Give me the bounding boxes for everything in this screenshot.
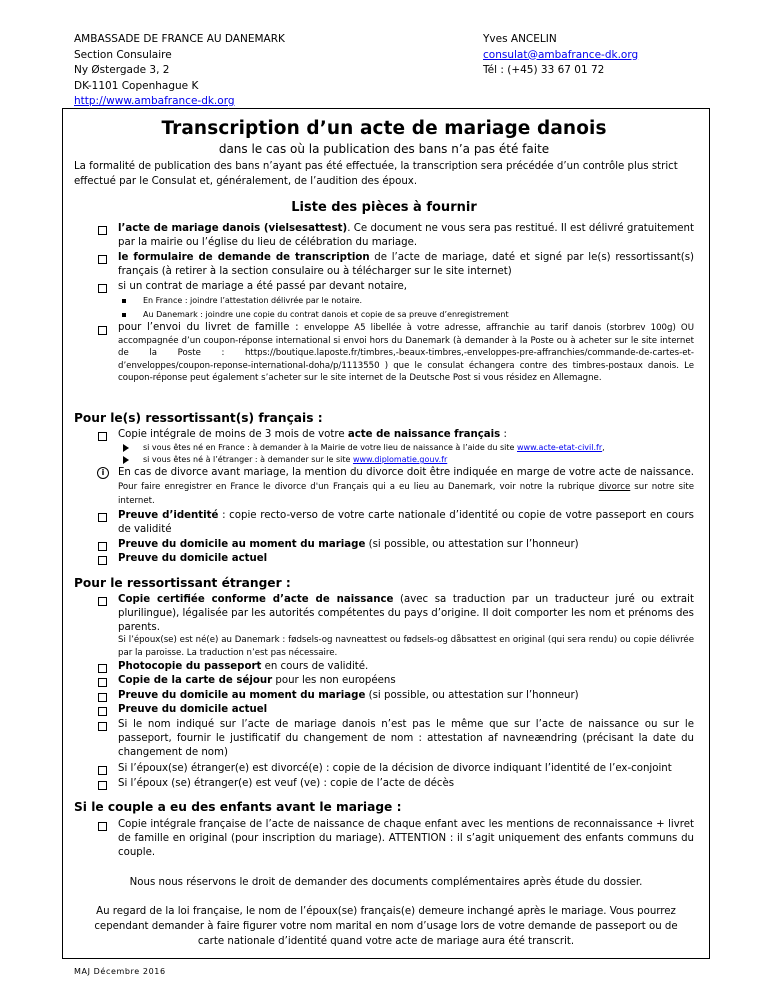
piece-acte-mariage: l’acte de mariage danois (vielsesattest). Ce document ne vous sera pas restitué. Il est délivré gratuitement par la mairie ou l’église du lieu de célébration du mariage. — [118, 223, 694, 248]
info-icon: i — [97, 467, 109, 479]
piece-livret: pour l’envoi du livret de famille : enveloppe A5 libellée à votre adresse, affranchie au tarif danois (storbrev 100g) OU accompagnée d’un coupon-réponse international si envoi hors du Danemark (à demander à la Poste ou à acheter sur le site internet de la Poste : https://boutique.laposte.fr/timbres,-beaux-timbres,-enveloppes-pre-affranchies/commande-de-cartes-et-d’enveloppes/coupon-reponse-international-doha/p/1113550 ) que le consulat échangera contre des timbres-postaux danois. Le coupon-réponse peut également s’acheter sur le site internet de la Deutsche Post si vous résidez en Allemagne. — [118, 322, 694, 383]
checkbox[interactable] — [98, 822, 107, 831]
contrat-danemark: Au Danemark : joindre une copie du contrat danois et copie de sa preuve d’enregistrement — [143, 310, 509, 319]
fr-domicile-actuel: Preuve du domicile actuel — [118, 553, 268, 564]
acte-etat-civil-link[interactable]: www.acte-etat-civil.fr — [517, 443, 603, 452]
bullet — [122, 313, 126, 317]
checkbox[interactable] — [98, 693, 107, 702]
checkbox[interactable] — [98, 326, 107, 335]
arrow-icon — [123, 456, 129, 464]
fr-divorce-info: En cas de divorce avant mariage, la mention du divorce doit être indiquée en marge de votre acte de naissance. Pour faire enregistrer en France le divorce d'un Français qui a eu lieu au Danemark, voir notre la rubrique divorce sur notre site internet. — [118, 467, 694, 506]
checkbox[interactable] — [98, 284, 107, 293]
children-heading: Si le couple a eu des enfants avant le mariage : — [74, 800, 402, 814]
page-title: Transcription d’un acte de mariage danois — [161, 118, 607, 139]
checkbox[interactable] — [98, 678, 107, 687]
embassy-name: AMBASSADE DE FRANCE AU DANEMARK — [74, 33, 285, 45]
city-address: DK-1101 Copenhague K — [74, 79, 199, 92]
fr-ne-etranger: si vous êtes né à l’étranger : à demander sur le site www.diplomatie.gouv.fr — [143, 455, 448, 464]
fr-ne-france: si vous êtes né en France : à demander à la Mairie de votre lieu de naissance à l’aide du site www.acte-etat-civil.fr, — [143, 443, 605, 452]
reserve-note: Nous nous réservons le droit de demander des documents complémentaires après étude du dossier. — [129, 877, 643, 888]
update-date: MAJ Décembre 2016 — [74, 967, 166, 976]
sender-address — [74, 32, 285, 110]
et-divorce: Si l’époux(se) étranger(e) est divorcé(e) : copie de la décision de divorce indiquant l’identité de l’ex-conjoint — [118, 763, 672, 774]
piece-contrat: si un contrat de mariage a été passé par devant notaire, — [118, 281, 407, 292]
contact-block — [483, 32, 638, 79]
et-domicile-mariage: Preuve du domicile au moment du mariage (si possible, ou attestation sur l’honneur) — [118, 690, 579, 701]
fr-domicile-mariage: Preuve du domicile au moment du mariage (si possible, ou attestation sur l’honneur) — [118, 539, 579, 550]
contact-phone: Tél : (+45) 33 67 01 72 — [483, 64, 605, 76]
checkbox[interactable] — [98, 432, 107, 441]
et-domicile-actuel: Preuve du domicile actuel — [118, 704, 268, 715]
et-veuf: Si l’époux (se) étranger(e) est veuf (ve) : copie de l’acte de décès — [118, 778, 455, 789]
checkbox[interactable] — [98, 781, 107, 790]
website-link[interactable]: http://www.ambafrance-dk.org — [74, 95, 235, 107]
street-address: Ny Østergade 3, 2 — [74, 64, 170, 76]
checkbox[interactable] — [98, 722, 107, 731]
checkbox[interactable] — [98, 542, 107, 551]
checkbox[interactable] — [98, 255, 107, 264]
checkbox[interactable] — [98, 707, 107, 716]
checkbox[interactable] — [98, 513, 107, 522]
contrat-france: En France : joindre l’attestation délivrée par le notaire. — [143, 296, 363, 305]
diplomatie-link[interactable]: www.diplomatie.gouv.fr — [352, 455, 448, 464]
et-carte-sejour: Copie de la carte de séjour pour les non européens — [118, 675, 396, 686]
contact-name: Yves ANCELIN — [483, 33, 557, 45]
checkbox[interactable] — [98, 597, 107, 606]
section-name: Section Consulaire — [74, 48, 172, 61]
email-link[interactable]: consulat@ambafrance-dk.org — [483, 48, 639, 61]
french-heading: Pour le(s) ressortissant(s) français : — [74, 411, 323, 425]
checkbox[interactable] — [98, 664, 107, 673]
arrow-icon — [123, 444, 129, 452]
page-subtitle: dans le cas où la publication des bans n’a pas été faite — [218, 142, 550, 156]
et-ne-danemark: Si l’époux(se) est né(e) au Danemark : fødsels-og navneattest ou fødsels-og dåbsattest en original (qui sera rendu) ou copie délivrée par la paroisse. La traduction n’est pas nécessaire. — [118, 635, 694, 658]
bullet — [122, 299, 126, 303]
law-note: Au regard de la loi française, le nom de l’époux(se) français(e) demeure inchangé après le mariage. Vous pourrez cependant demander à faire figurer votre nom marital en nom d’usage lors de votre demande de passeport ou de carte nationale d’identité quand votre acte de mariage aura été transcrit. — [94, 906, 678, 947]
list-heading: Liste des pièces à fournir — [291, 200, 477, 215]
foreign-heading: Pour le ressortissant étranger : — [74, 576, 291, 590]
children-acte: Copie intégrale française de l’acte de naissance de chaque enfant avec les mentions de reconnaissance + livret de famille en original (pour inscription du mariage). ATTENTION : il s’agit uniquement des enfants communs du couple. — [118, 819, 694, 858]
fr-identite: Preuve d’identité : copie recto-verso de votre carte nationale d’identité ou copie de votre passeport en cours de validité — [118, 510, 694, 535]
et-passeport: Photocopie du passeport en cours de validité. — [118, 661, 369, 672]
et-changement-nom: Si le nom indiqué sur l’acte de mariage danois n’est pas le même que sur l’acte de naissance ou sur le passeport, fournir le justificatif du changement de nom : attestation af navneændring (précisant la date du changement de nom) — [118, 719, 694, 758]
et-acte-naissance: Copie certifiée conforme d’acte de naissance (avec sa traduction par un traducteur juré ou extrait plurilingue), légalisée par les autorités compétentes du pays d’origine. Il doit comporter les nom et prénoms des parents. — [118, 594, 694, 633]
checkbox[interactable] — [98, 766, 107, 775]
fr-acte-naissance: Copie intégrale de moins de 3 mois de votre acte de naissance français : — [118, 429, 507, 440]
checkbox[interactable] — [98, 556, 107, 565]
intro-paragraph: La formalité de publication des bans n’ayant pas été effectuée, la transcription sera précédée d’un contrôle plus strict effectué par le Consulat et, généralement, de l’audition des époux. — [74, 161, 678, 187]
checkbox[interactable] — [98, 226, 107, 235]
piece-formulaire: le formulaire de demande de transcription de l’acte de mariage, daté et signé par le(s) ressortissant(s) français (à retirer à la section consulaire ou à télécharger sur le site internet) — [118, 252, 694, 277]
